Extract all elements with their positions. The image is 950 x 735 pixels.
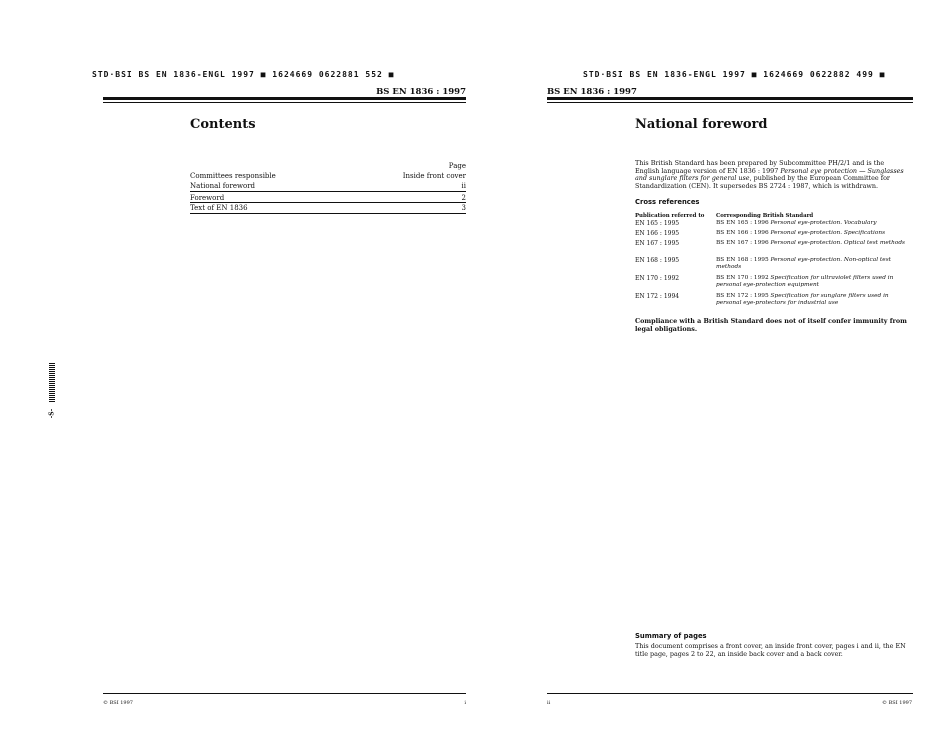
- header-rule-thin: [103, 102, 466, 103]
- header-rule-thin: [547, 102, 913, 103]
- cross-references-heading: Cross references: [635, 198, 700, 206]
- xref-publication: EN 167 : 1995: [635, 240, 680, 247]
- standard-number: BS EN 1836 : 1997: [547, 87, 637, 97]
- right-page: [475, 0, 950, 735]
- catalogue-stamp: STD·BSI BS EN 1836-ENGL 1997 ■ 1624669 0622881 552 ■: [92, 70, 395, 79]
- xref-publication: EN 172 : 1994: [635, 293, 680, 300]
- toc-entry-label[interactable]: Foreword: [190, 194, 225, 202]
- xref-publication: EN 165 : 1995: [635, 220, 680, 227]
- catalogue-stamp: STD·BSI BS EN 1836-ENGL 1997 ■ 1624669 0622882 499 ■: [583, 70, 886, 79]
- xref-publication: EN 170 : 1992: [635, 275, 680, 282]
- footer-copyright: © BSI 1997: [103, 700, 133, 706]
- summary-text: This document comprises a front cover, an inside front cover, pages i and ii, the EN title page, pages 2 to 22, an inside back cover and a back cover.: [635, 642, 906, 658]
- footer-rule: [103, 693, 466, 694]
- toc-rule: [190, 213, 466, 214]
- xref-british-standard: BS EN 166 : 1996 Personal eye-protection. Specifications: [716, 230, 886, 236]
- toc-entry-label[interactable]: National foreword: [190, 182, 256, 190]
- footer-page-number: i: [464, 700, 466, 706]
- toc-rule: [190, 202, 466, 203]
- footer-copyright: © BSI 1997: [882, 700, 912, 706]
- xref-british-standard: BS EN 167 : 1996 Personal eye-protection. Optical test methods: [716, 240, 906, 246]
- compliance-note: Compliance with a British Standard does not of itself confer immunity from legal obligations.: [635, 317, 907, 333]
- footer-page-number: ii: [547, 700, 551, 706]
- xref-british-standard: BS EN 165 : 1996 Personal eye-protection. Vocabulary: [716, 220, 877, 226]
- toc-entry-page: ii: [461, 182, 466, 190]
- xref-publication: EN 168 : 1995: [635, 257, 680, 264]
- margin-barcode: [49, 363, 55, 403]
- toc-entry-label[interactable]: Text of EN 1836: [190, 204, 248, 212]
- toc-entry-page: 3: [461, 204, 466, 212]
- standard-number: BS EN 1836 : 1997: [376, 87, 466, 97]
- toc-page-column-label: Page: [448, 162, 466, 170]
- page-title: Contents: [190, 117, 256, 132]
- xref-british-standard: BS EN 168 : 1995 Personal eye-protection. Non-optical test methods: [716, 257, 891, 271]
- xref-british-standard: BS EN 170 : 1992 Specification for ultraviolet filters used in personal eye-protection equipment: [716, 275, 894, 289]
- intro-title: Personal eye protection — Sunglasses and sunglare filters for general use: [635, 166, 904, 183]
- page-title: National foreword: [635, 117, 768, 132]
- xref-publication: EN 166 : 1995: [635, 230, 680, 237]
- header-rule-thick: [547, 97, 913, 100]
- xref-british-standard: BS EN 172 : 1995 Specification for sunglare filters used in personal eye-protectors for industrial use: [716, 293, 889, 307]
- col-british-standard-header: Corresponding British Standard: [716, 213, 814, 219]
- margin-mark: -S-: [48, 408, 56, 419]
- intro-text-end: , published by the European Committee for Standardization (CEN). It supersedes BS 2724 : 1987, which is withdrawn.: [635, 174, 890, 190]
- footer-rule: [547, 693, 913, 694]
- intro-text: This British Standard has been prepared by Subcommittee PH/2/1 and is the English language version of EN 1836 : 1997: [635, 159, 885, 175]
- toc-entry-page: 2: [461, 194, 466, 202]
- toc-rule: [190, 191, 466, 192]
- col-publication-header: Publication referred to: [635, 213, 705, 219]
- foreword-paragraph: [635, 160, 905, 190]
- summary-heading: Summary of pages: [635, 632, 707, 640]
- header-rule-thick: [103, 97, 466, 100]
- toc-entry-page: Inside front cover: [402, 172, 466, 180]
- toc-entry-label[interactable]: Committees responsible: [190, 172, 276, 180]
